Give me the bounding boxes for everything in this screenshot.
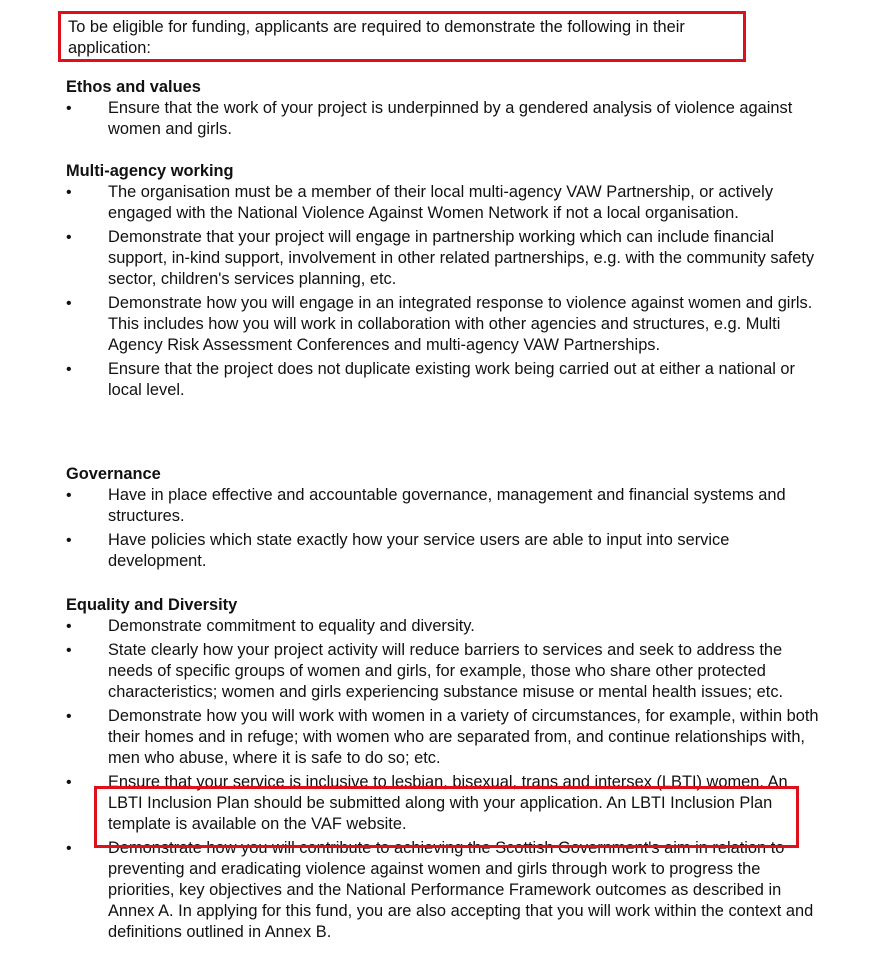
bullet-icon: •	[66, 487, 72, 504]
bullet-icon: •	[66, 229, 72, 246]
section-heading: Multi-agency working	[66, 162, 234, 180]
list-item-text: Demonstrate how you will engage in an integrated response to violence against women and girls. This includes how you will work in collaboration with other agencies and structures, e.g. Multi Agency Risk Assessment Conferences and multi-agency VAW Partnerships.	[108, 294, 813, 354]
list-item	[66, 227, 826, 290]
section-heading: Ethos and values	[66, 78, 201, 96]
section-heading: Equality and Diversity	[66, 596, 238, 614]
bullet-list	[66, 485, 826, 572]
list-item-text: Demonstrate how you will contribute to achieving the Scottish Government's aim in relation to preventing and eradicating violence against women and girls through work to progress the priorities, key objectives and the National Performance Framework outcomes as described in Annex A. In applying for this fund, you are also accepting that you will work within the context and definitions outlined in Annex B.	[108, 839, 814, 941]
section-ethos-and-values	[66, 77, 826, 143]
list-item-text: Ensure that the work of your project is underpinned by a gendered analysis of violence against women and girls.	[108, 99, 793, 138]
bullet-icon: •	[66, 774, 72, 791]
bullet-icon: •	[66, 184, 72, 201]
bullet-icon: •	[66, 642, 72, 659]
list-item	[66, 640, 826, 703]
list-item	[66, 485, 826, 527]
list-item	[66, 706, 826, 769]
list-item-text: Have policies which state exactly how your service users are able to input into service development.	[108, 531, 730, 570]
list-item-text: Have in place effective and accountable governance, management and financial systems and structures.	[108, 486, 786, 525]
list-item-highlighted	[66, 772, 826, 835]
bullet-icon: •	[66, 361, 72, 378]
list-item-text: Demonstrate that your project will engage in partnership working which can include financial support, in-kind support, involvement in other related partnerships, e.g. with the community safety sector, children's services planning, etc.	[108, 228, 815, 288]
intro-highlight-box	[58, 11, 746, 62]
section-multi-agency-working	[66, 161, 826, 404]
list-item-text: The organisation must be a member of their local multi-agency VAW Partnership, or actively engaged with the National Violence Against Women Network if not a local organisation.	[108, 183, 774, 222]
section-equality-and-diversity	[66, 595, 826, 946]
bullet-list	[66, 616, 826, 943]
bullet-list	[66, 98, 826, 140]
list-item	[66, 530, 826, 572]
list-item-text: Demonstrate commitment to equality and diversity.	[108, 617, 475, 635]
bullet-icon: •	[66, 840, 72, 857]
list-item-text: Ensure that your service is inclusive to lesbian, bisexual, trans and intersex (LBTI) women. An LBTI Inclusion Plan should be submitted along with your application. An LBTI Inclusion Plan template is available on the VAF website.	[108, 773, 788, 833]
list-item	[66, 293, 826, 356]
list-item-text: Demonstrate how you will work with women in a variety of circumstances, for example, within both their homes and in refuge; with women who are separated from, and continue relationships with, men who abuse, where it is safe to do so; etc.	[108, 707, 819, 767]
list-item	[66, 182, 826, 224]
bullet-icon: •	[66, 618, 72, 635]
section-heading: Governance	[66, 465, 161, 483]
bullet-icon: •	[66, 708, 72, 725]
list-item-text: State clearly how your project activity will reduce barriers to services and seek to address the needs of specific groups of women and girls, for example, those who share other protected characteristics; women and girls experiencing substance misuse or mental health issues; etc.	[108, 641, 784, 701]
list-item	[66, 98, 826, 140]
bullet-icon: •	[66, 100, 72, 117]
list-item	[66, 838, 826, 943]
section-governance	[66, 464, 826, 575]
bullet-list	[66, 182, 826, 401]
intro-text: To be eligible for funding, applicants are required to demonstrate the following in their application:	[68, 18, 685, 57]
list-item-text: Ensure that the project does not duplicate existing work being carried out at either a national or local level.	[108, 360, 795, 399]
bullet-icon: •	[66, 295, 72, 312]
bullet-icon: •	[66, 532, 72, 549]
list-item	[66, 359, 826, 401]
list-item	[66, 616, 826, 637]
